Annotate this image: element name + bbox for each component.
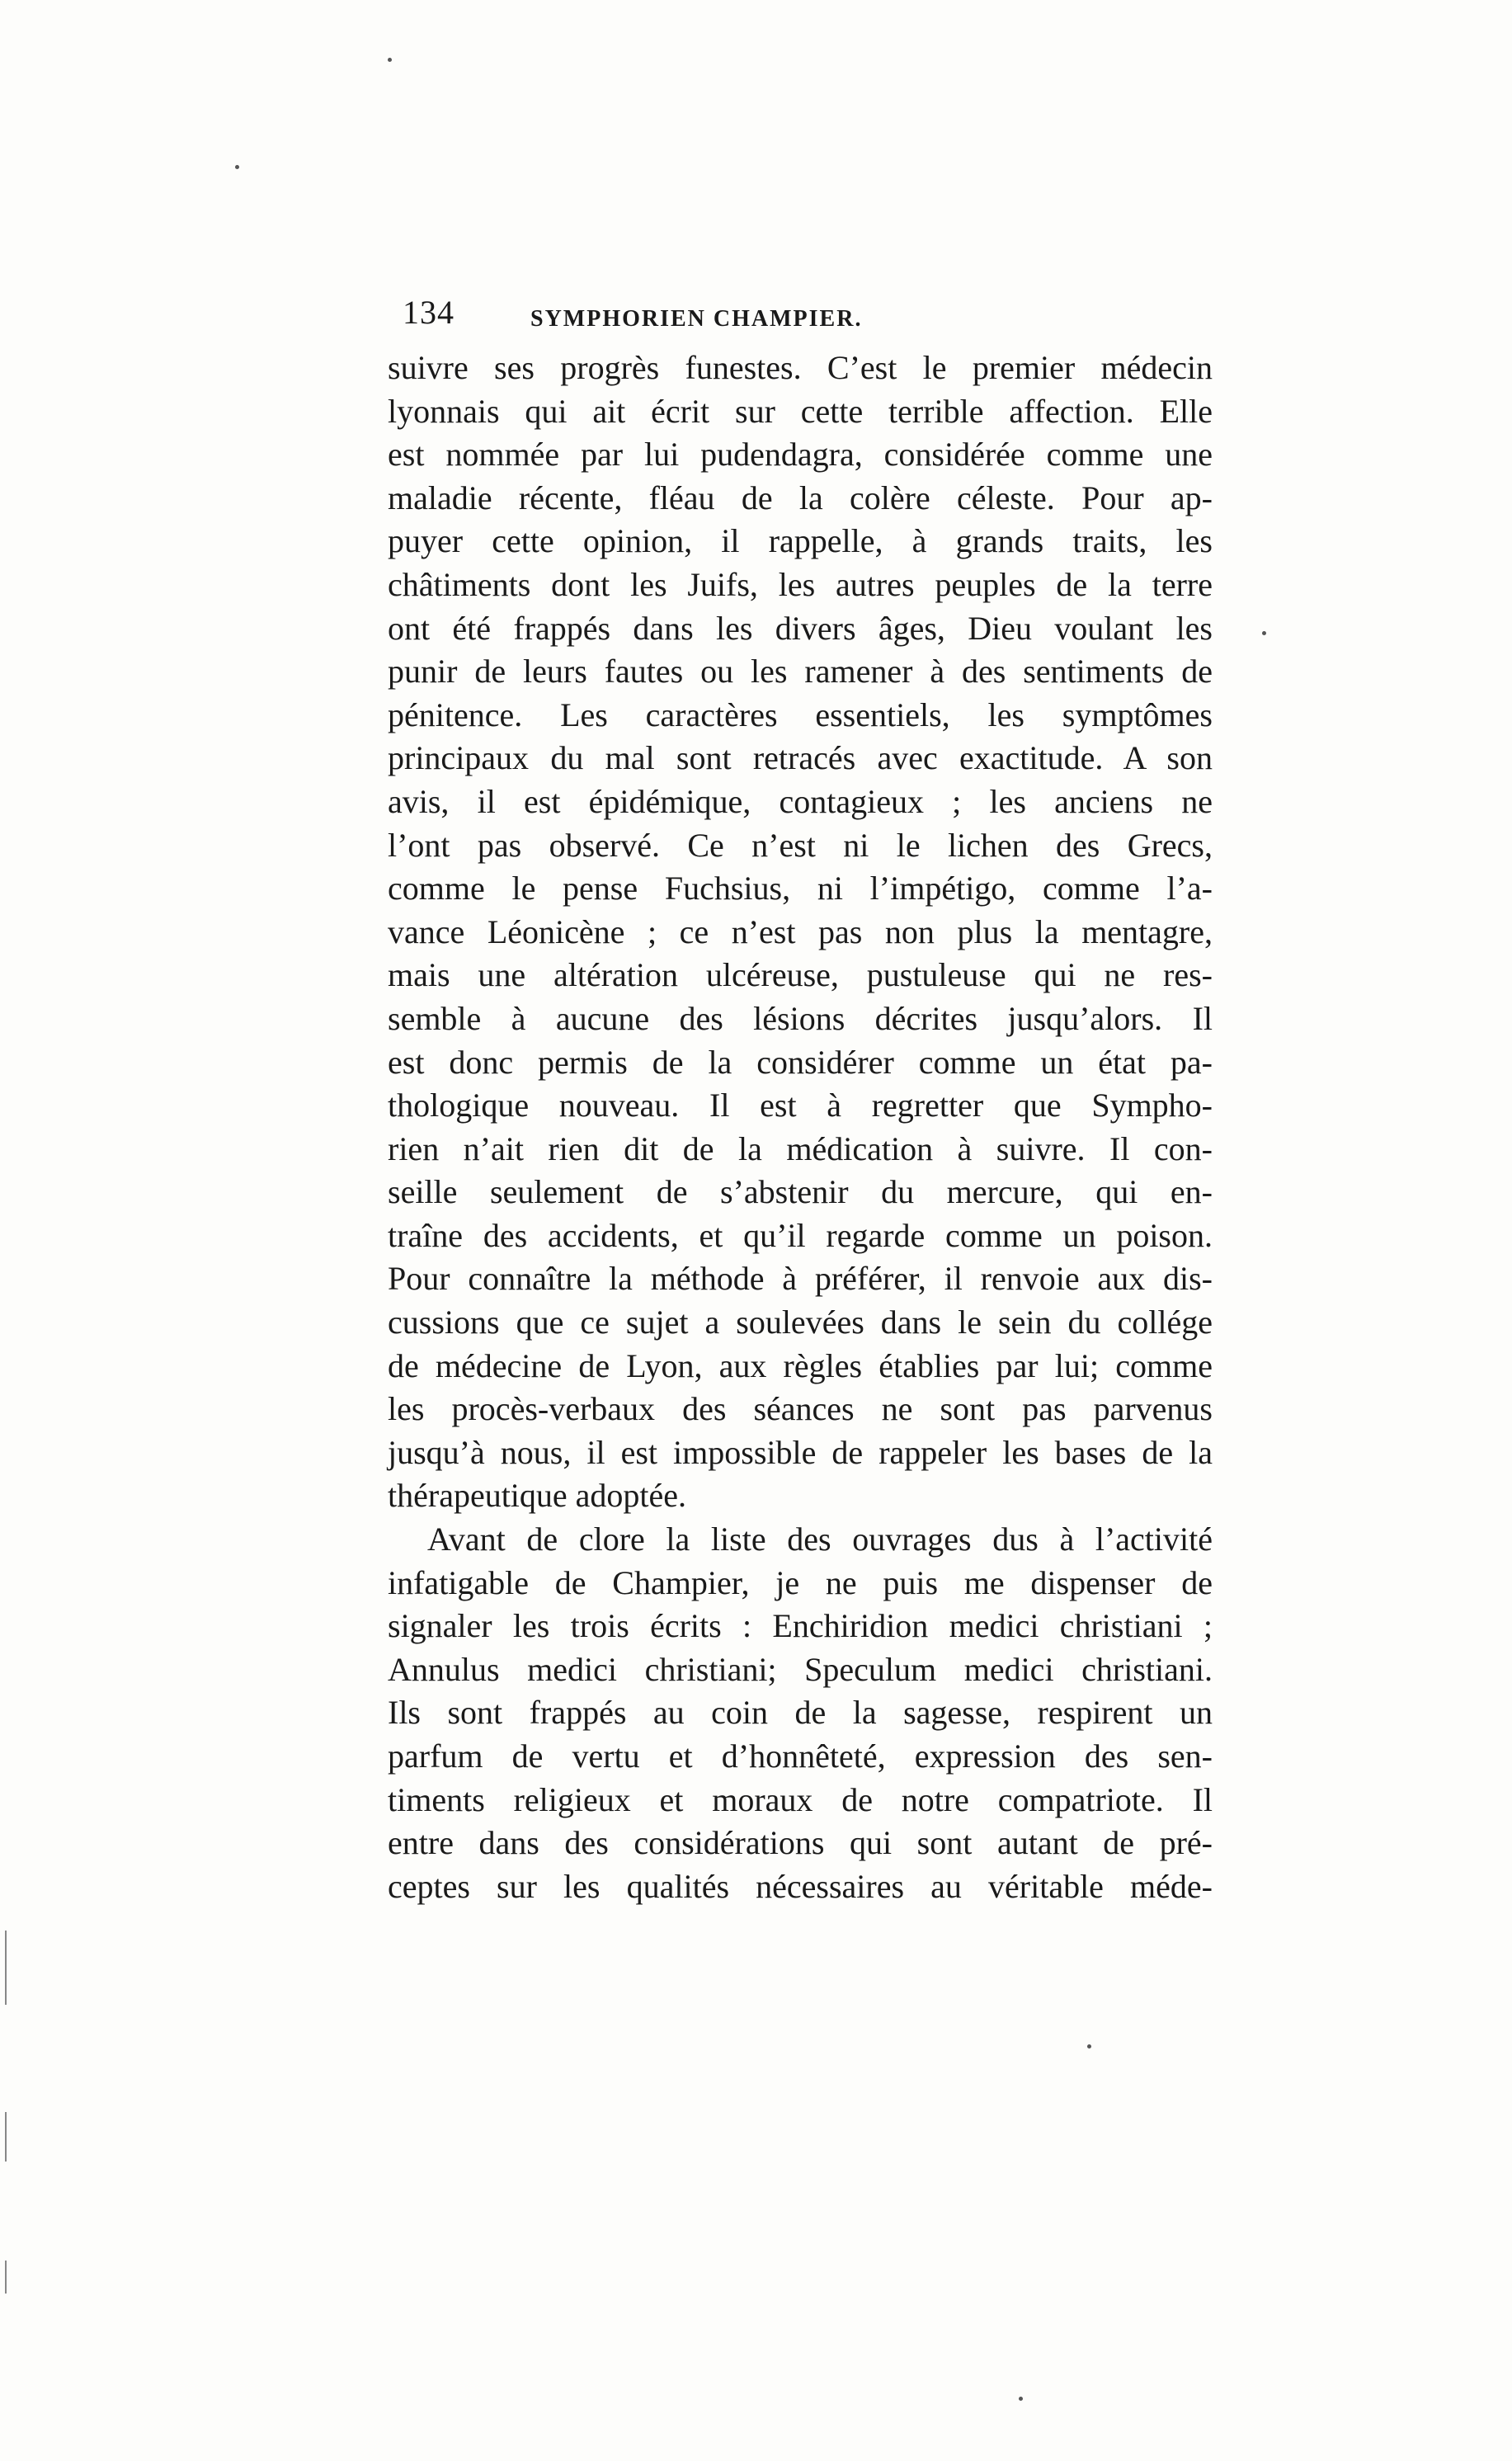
- text-line: traîne des accidents, et qu’il regarde comme un poison.: [388, 1216, 1213, 1254]
- running-title: SYMPHORIEN CHAMPIER.: [530, 306, 863, 332]
- text-line: cussions que ce sujet a soulevées dans le sein du collége: [388, 1304, 1213, 1341]
- text-line: comme le pense Fuchsius, ni l’impétigo, comme l’a-: [388, 870, 1213, 908]
- text-line: maladie récente, fléau de la colère céleste. Pour ap-: [388, 479, 1213, 516]
- body-text: [388, 347, 1213, 1908]
- text-line: timents religieux et moraux de notre compatriote. Il: [388, 1780, 1213, 1818]
- scan-edge-mark: [5, 2261, 7, 2294]
- text-line: puyer cette opinion, il rappelle, à grands traits, les: [388, 522, 1213, 560]
- text-line: Ils sont frappés au coin de la sagesse, respirent un: [388, 1694, 1213, 1732]
- text-line: parfum de vertu et d’honnêteté, expression des sen-: [388, 1737, 1213, 1775]
- page-number: 134: [403, 294, 455, 331]
- text-line: de médecine de Lyon, aux règles établies par lui; comme: [388, 1346, 1213, 1384]
- scan-speck: [1262, 631, 1266, 635]
- text-line: infatigable de Champier, je ne puis me dispenser de: [388, 1563, 1213, 1601]
- scan-edge-mark: [5, 1931, 7, 2005]
- text-line: signaler les trois écrits : Enchiridion medici christiani ;: [388, 1607, 1213, 1645]
- text-line: thologique nouveau. Il est à regretter que Sympho-: [388, 1087, 1213, 1124]
- scan-edge-mark: [5, 2112, 7, 2162]
- text-line: seille seulement de s’abstenir du mercure, qui en-: [388, 1173, 1213, 1211]
- text-line: lyonnais qui ait écrit sur cette terrible affection. Elle: [388, 392, 1213, 430]
- scan-speck: [1019, 2397, 1023, 2401]
- scan-speck: [1087, 2044, 1091, 2048]
- page-header: [403, 293, 1211, 342]
- text-line: semble à aucune des lésions décrites jusqu’alors. Il: [388, 999, 1213, 1037]
- text-line: jusqu’à nous, il est impossible de rappeler les bases de la: [388, 1433, 1213, 1471]
- text-line: est nommée par lui pudendagra, considérée comme une: [388, 436, 1213, 474]
- text-line: avis, il est épidémique, contagieux ; les anciens ne: [388, 782, 1213, 820]
- scan-speck: [235, 165, 239, 169]
- text-line: rien n’ait rien dit de la médication à suivre. Il con-: [388, 1129, 1213, 1167]
- text-line: punir de leurs fautes ou les ramener à des sentiments de: [388, 653, 1213, 691]
- text-line: l’ont pas observé. Ce n’est ni le lichen des Grecs,: [388, 826, 1213, 864]
- text-line: ceptes sur les qualités nécessaires au véritable méde-: [388, 1867, 1213, 1905]
- text-line: Pour connaître la méthode à préférer, il renvoie aux dis-: [388, 1260, 1213, 1298]
- text-line: les procès-verbaux des séances ne sont pas parvenus: [388, 1390, 1213, 1428]
- text-line: mais une altération ulcéreuse, pustuleuse qui ne res-: [388, 956, 1213, 994]
- text-line: Annulus medici christiani; Speculum medici christiani.: [388, 1650, 1213, 1688]
- text-line: entre dans des considérations qui sont autant de pré-: [388, 1824, 1213, 1862]
- text-line: ont été frappés dans les divers âges, Dieu voulant les: [388, 609, 1213, 647]
- text-line: est donc permis de la considérer comme un état pa-: [388, 1043, 1213, 1081]
- text-line: principaux du mal sont retracés avec exactitude. A son: [388, 739, 1213, 777]
- text-line: thérapeutique adoptée.: [388, 1477, 687, 1515]
- scan-speck: [388, 58, 392, 62]
- text-line: Avant de clore la liste des ouvrages dus à l’activité: [427, 1520, 1213, 1558]
- text-line: châtiments dont les Juifs, les autres peuples de la terre: [388, 565, 1213, 603]
- text-line: vance Léonicène ; ce n’est pas non plus la mentagre,: [388, 912, 1213, 950]
- text-line: suivre ses progrès funestes. C’est le premier médecin: [388, 349, 1213, 386]
- text-line: pénitence. Les caractères essentiels, les symptômes: [388, 695, 1213, 733]
